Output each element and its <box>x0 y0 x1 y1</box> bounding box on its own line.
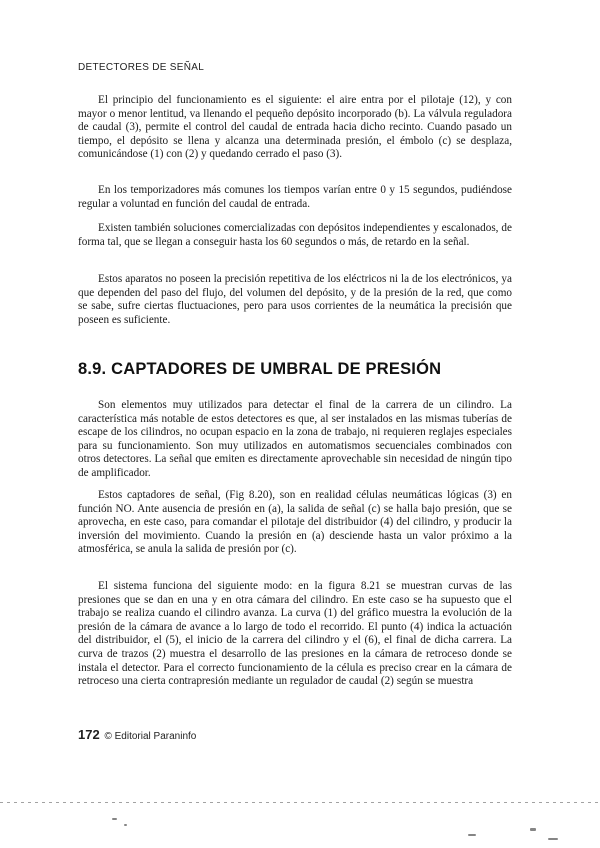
paragraph-text: En los temporizadores más comunes los tiempos varían entre 0 y 15 segundos, pudiéndose regular a voluntad en función del caudal de entrada. <box>78 184 512 210</box>
scan-speck <box>548 838 558 840</box>
scan-speck <box>124 824 127 826</box>
section-heading: 8.9. CAPTADORES DE UMBRAL DE PRESIÓN <box>78 360 442 378</box>
publisher-credit: © Editorial Paraninfo <box>104 731 197 742</box>
intro-paragraph <box>78 222 512 249</box>
paragraph-text: Estos captadores de señal, (Fig 8.20), son en realidad células neumáticas lógicas (3) en función NO. Ante ausencia de presión en (a), la salida de señal (c) se halla bajo presión, que se aprovecha, en este caso, para comandar el pilotaje del distribuidor (4) del cilindro, y producir la inversión del movimiento. Cuando la presión en (a) desciende hasta un valor próximo a la atmosférica, se anula la salida de presión por (c). <box>78 489 512 556</box>
section-paragraph <box>78 489 512 557</box>
paragraph-text: El principio del funcionamiento es el siguiente: el aire entra por el pilotaje (12), y con mayor o menor lentitud, va llenando el pequeño depósito incorporado (b). La válvula reguladora de caudal (3), permite el control del caudal de entrada hacia dicho recinto. Cuando pasado un tiempo, el depósito se llena y alcanza una determinada presión, el émbolo (c) se desplaza, comunicándose (1) con (2) y quedando cerrado el paso (3). <box>78 94 512 161</box>
paragraph-text: Son elementos muy utilizados para detectar el final de la carrera de un cilindro. La característica más notable de estos detectores es que, al ser instalados en las mismas tuberías de escape de los cilindros, no ocupan espacio en la zona de trabajo, ni requieren reglajes especiales para su funcionamiento. Son muy utilizados en automatismos secuenciales combinados con otros detectores. La señal que emiten es directamente aprovechable sin necesidad de ningún tipo de amplificador. <box>78 399 512 479</box>
scan-speck <box>112 818 117 820</box>
paragraph-text: El sistema funciona del siguiente modo: en la figura 8.21 se muestran curvas de las presiones que se dan en una y en otra cámara del cilindro. En este caso se ha supuesto que el trabajo se realiza cuando el cilindro avanza. La curva (1) del gráfico muestra la evolución de la presión de la cámara de avance a lo largo de todo el recorrido. El punto (4) indica la actuación del distribuidor, el (5), el inicio de la carrera del cilindro y el (6), el final de dicha carrera. La curva de trazos (2) muestra el desarrollo de las presiones en la cámara de retroceso donde se instala el detector. Para el correcto funcionamiento de la célula es preciso crear en la cámara de retroceso una cierta contrapresión mediante un regulador de caudal (2) según se muestra <box>78 580 512 688</box>
paragraph-text: Existen también soluciones comercializadas con depósitos independientes y escalonados, de forma tal, que se llegan a conseguir hasta los 60 segundos o más, de retardo en la señal. <box>78 222 512 248</box>
section-paragraph <box>78 580 512 689</box>
scan-artifact-line <box>0 802 600 803</box>
page-footer <box>78 727 196 742</box>
scan-speck <box>530 828 536 831</box>
running-header: DETECTORES DE SEÑAL <box>78 62 205 73</box>
intro-paragraph <box>78 273 512 327</box>
intro-paragraph <box>78 184 512 211</box>
page-number: 172 <box>78 727 100 742</box>
intro-paragraph <box>78 94 512 162</box>
scan-speck <box>468 834 476 836</box>
section-paragraph <box>78 399 512 481</box>
paragraph-text: Estos aparatos no poseen la precisión repetitiva de los eléctricos ni la de los electrónicos, ya que dependen del paso del flujo, del volumen del depósito, y de la presión de la red, que como se sabe, sufre ciertas fluctuaciones, pero para usos corrientes de la neumática la precisión que poseen es suficiente. <box>78 273 512 326</box>
